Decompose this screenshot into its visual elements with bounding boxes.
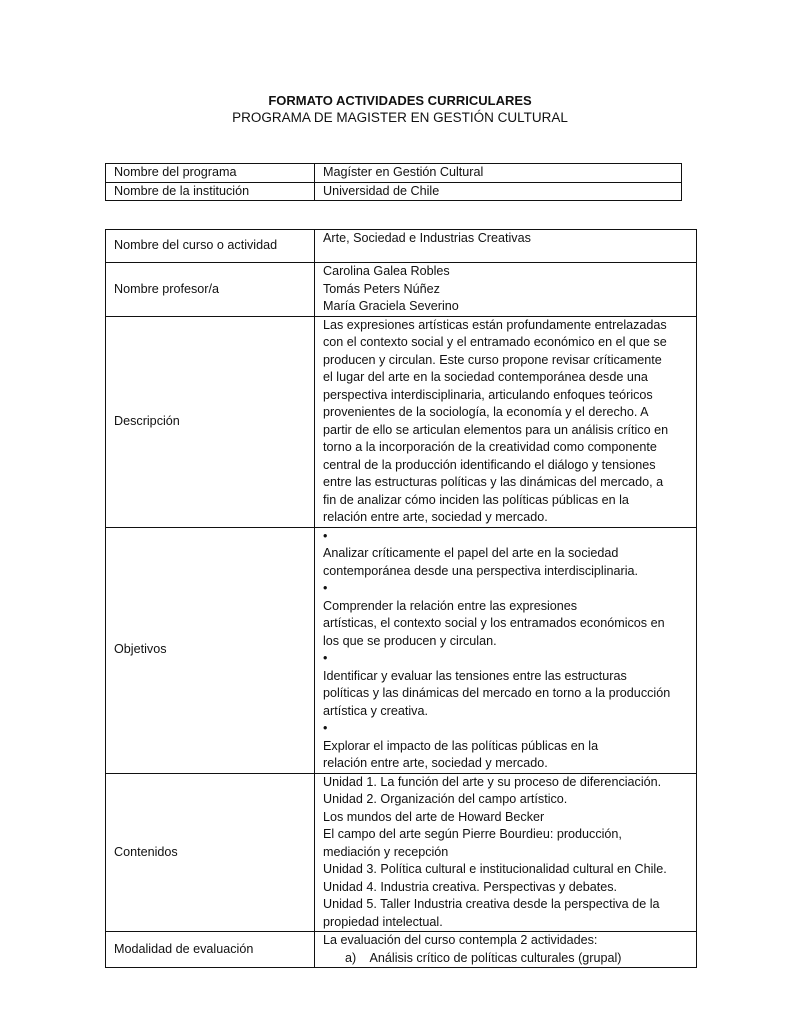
professor-list [315,263,697,317]
content-line: Unidad 5. Taller Industria creativa desde la perspectiva de la [323,897,660,911]
objective-text: artísticas, el contexto social y los entramados económicos en [323,616,665,630]
professor-name: Carolina Galea Robles [323,264,450,278]
description-line: torno a la incorporación de la creatividad como componente [323,440,657,454]
bullet-icon: • [323,528,328,543]
content-line: mediación y recepción [323,844,449,859]
professor-label: Nombre profesor/a [106,263,315,317]
contents-list [315,773,697,932]
objective-text: Comprender la relación entre las expresiones [323,598,578,613]
objective-text: los que se producen y circulan. [323,633,497,648]
objective-item [323,580,696,615]
objective-text: Explorar el impacto de las políticas públicas en la [323,738,599,753]
institution-label: Nombre de la institución [106,182,315,201]
objective-text: artística y creativa. [323,703,428,718]
description-line: con el contexto social y el entramado económico en el que se [323,335,667,349]
description-text [315,316,697,527]
table-row [106,932,697,968]
description-line: entre las estructuras políticas y las dinámicas del mercado, a [323,475,664,489]
description-line: Las expresiones artísticas están profundamente entrelazadas [323,317,667,332]
contents-label: Contenidos [106,773,315,932]
objective-item [323,650,696,685]
description-label: Descripción [106,316,315,527]
document-title: FORMATO ACTIVIDADES CURRICULARES [268,93,532,108]
program-table [105,163,682,201]
content-line: Los mundos del arte de Howard Becker [323,809,545,824]
description-line: relación entre arte, sociedad y mercado. [323,510,548,524]
bullet-icon: • [323,581,328,595]
course-name-label: Nombre del curso o actividad [106,230,315,263]
objective-text: relación entre arte, sociedad y mercado. [323,756,548,770]
table-row [106,164,682,183]
description-line: central de la producción identificando el diálogo y tensiones [323,457,656,472]
description-line: perspectiva interdisciplinaria, articulando enfoques teóricos [323,387,653,402]
table-row [106,316,697,527]
description-line: fin de analizar cómo inciden las políticas públicas en la [323,492,629,507]
table-row [106,230,697,263]
course-name-value: Arte, Sociedad e Industrias Creativas [315,230,697,263]
table-row [106,263,697,317]
content-line: Unidad 1. La función del arte y su proceso de diferenciación. [323,774,662,789]
content-line: Unidad 3. Política cultural e institucionalidad cultural en Chile. [323,862,667,876]
objectives-list [315,527,697,773]
bullet-icon: • [323,651,328,665]
evaluation-intro: La evaluación del curso contempla 2 actividades: [323,933,598,947]
content-line: Unidad 2. Organización del campo artístico. [323,792,568,806]
content-line: El campo del arte según Pierre Bourdieu: producción, [323,827,622,841]
content-line: Unidad 4. Industria creativa. Perspectivas y debates. [323,879,618,894]
evaluation-text [315,932,697,968]
objectives-label: Objetivos [106,527,315,773]
objective-text: contemporánea desde una perspectiva interdisciplinaria. [323,563,639,578]
objective-text: políticas y las dinámicas del mercado en torno a la producción [323,686,671,700]
program-label: Nombre del programa [106,164,315,183]
document-subtitle: PROGRAMA DE MAGISTER EN GESTIÓN CULTURAL [232,110,568,125]
evaluation-item: a) Análisis crítico de políticas culturales (grupal) [345,950,622,965]
table-row [106,182,682,201]
content-line: propiedad intelectual. [323,914,443,929]
bullet-icon: • [323,721,328,735]
description-line: provenientes de la sociología, la economía y el derecho. A [323,405,649,419]
professor-name: Tomás Peters Núñez [323,281,440,296]
description-line: producen y circulan. Este curso propone revisar críticamente [323,352,662,367]
description-line: partir de ello se articulan elementos para un análisis crítico en [323,422,669,437]
description-line: el lugar del arte en la sociedad contemporánea desde una [323,370,648,384]
table-row [106,527,697,773]
table-row [106,773,697,932]
professor-name: María Graciela Severino [323,299,459,313]
institution-value: Universidad de Chile [315,182,682,201]
course-table [105,229,697,968]
evaluation-label: Modalidad de evaluación [106,932,315,968]
objective-item [323,528,696,563]
objective-text: Analizar críticamente el papel del arte en la sociedad [323,546,619,560]
objective-item [323,720,696,755]
objective-text: Identificar y evaluar las tensiones entre las estructuras [323,668,627,683]
program-value: Magíster en Gestión Cultural [315,164,682,183]
